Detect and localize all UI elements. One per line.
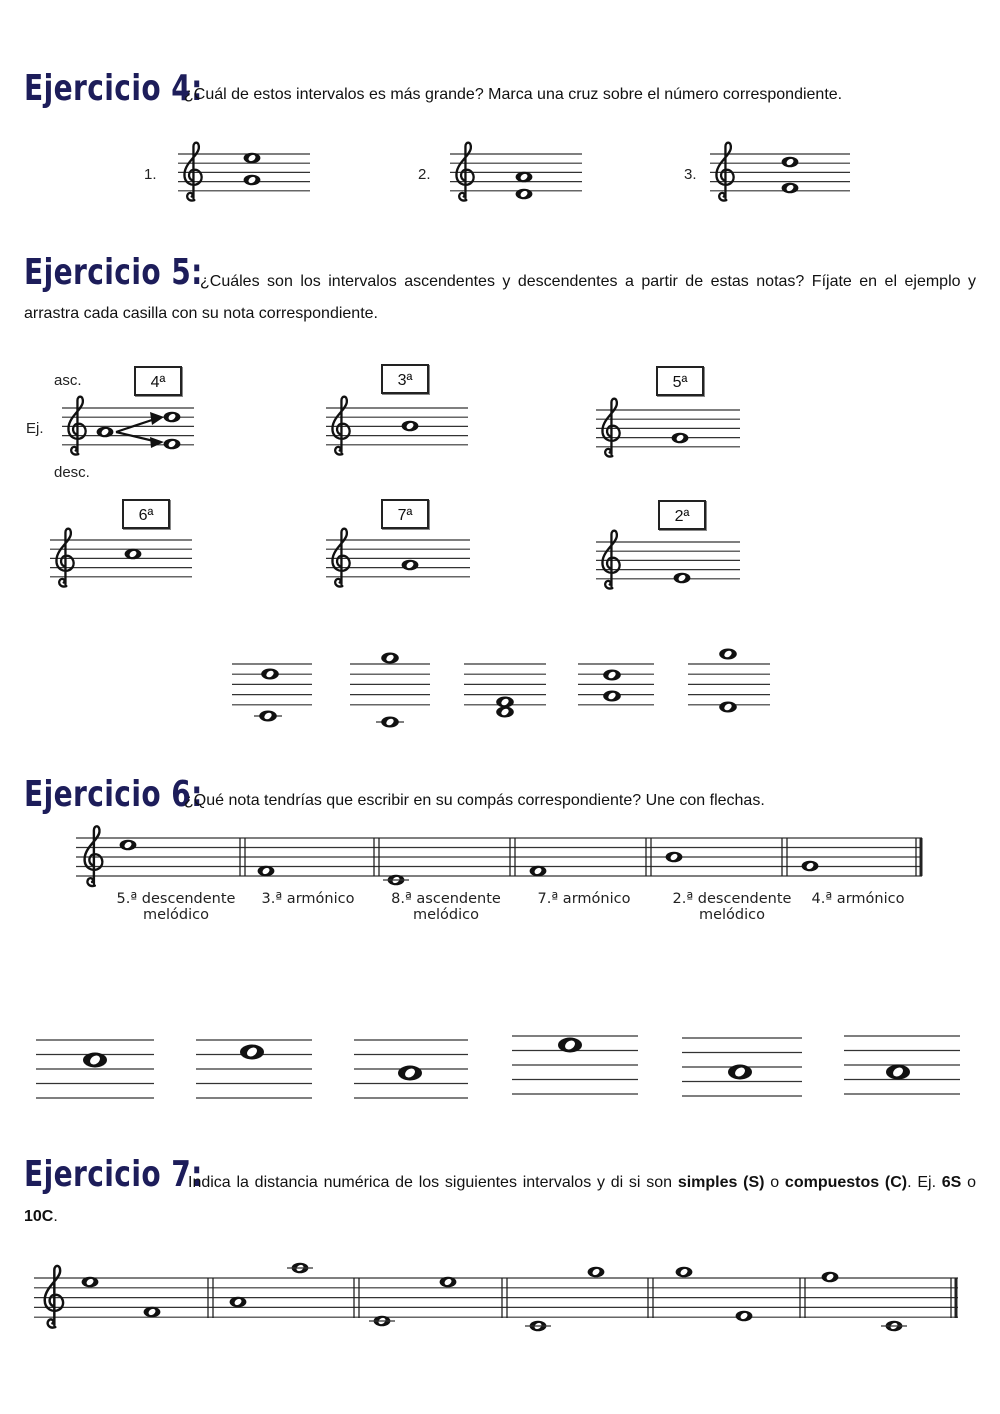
music-layer — [34, 143, 960, 1332]
treble-clef-icon — [332, 529, 349, 587]
treble-clef-icon — [456, 143, 473, 201]
ex4-title: Ejercicio 4: — [24, 68, 203, 109]
caption-measure-6: 4.ª armónico — [811, 891, 905, 907]
whole-note — [259, 711, 277, 722]
whole-note — [886, 1065, 910, 1080]
whole-note — [782, 157, 799, 168]
example-asc-label: asc. — [54, 372, 82, 389]
ex7-instructions: Indica la distancia numérica de los siguientes intervalos y di si son simples (S) o compuestos (C). Ej. 6S o 10C. — [24, 1174, 977, 1225]
treble-clef-icon — [85, 826, 103, 886]
ex4-instructions: ¿Cuál de estos intervalos es más grande? Marca una cruz sobre el número correspondiente. — [184, 86, 843, 103]
whole-note — [558, 1038, 582, 1053]
ex6-answer-staff-1 — [36, 1040, 154, 1098]
whole-note — [125, 549, 142, 560]
ex6-title: Ejercicio 6: — [24, 774, 203, 815]
caption-measure-2: 3.ª armónico — [261, 891, 355, 907]
whole-note — [719, 649, 737, 660]
example-ej-label: Ej. — [26, 420, 44, 437]
whole-note — [244, 175, 261, 186]
whole-note — [674, 573, 691, 584]
treble-clef-icon — [602, 399, 619, 457]
whole-note — [603, 691, 621, 702]
ex5-title: Ejercicio 5: — [24, 252, 203, 293]
whole-note — [230, 1297, 247, 1308]
example-interval-box: 4ª — [134, 366, 182, 396]
ex5-answer-staff-2 — [350, 664, 430, 705]
ex5-answer-staff-5 — [688, 664, 770, 705]
caption-measure-3: 8.ª ascendente melódico — [391, 891, 501, 923]
whole-note — [496, 707, 514, 718]
treble-clef-icon — [332, 397, 349, 455]
interval-box-3[interactable]: 3ª — [381, 364, 429, 394]
whole-note — [719, 702, 737, 713]
whole-note — [440, 1277, 457, 1288]
treble-clef-icon — [68, 397, 85, 455]
ex5-instructions: ¿Cuáles son los intervalos ascendentes y descendentes a partir de estas notas? Fíjate en el ejemplo y arrastra cada casilla con su nota correspondiente. — [24, 273, 976, 322]
interval-box-5[interactable]: 5ª — [656, 366, 704, 396]
whole-note — [381, 653, 399, 664]
whole-note — [603, 670, 621, 681]
whole-note — [164, 412, 181, 423]
whole-note — [530, 866, 547, 877]
whole-note — [676, 1267, 693, 1278]
whole-note — [164, 439, 181, 450]
whole-note — [258, 866, 275, 877]
caption-measure-5: 2.ª descendente melódico — [672, 891, 792, 923]
caption-measure-1: 5.ª descendente melódico — [116, 891, 236, 923]
whole-note — [120, 840, 137, 851]
whole-note — [728, 1065, 752, 1080]
whole-note — [402, 560, 419, 571]
treble-clef-icon — [184, 143, 201, 201]
caption-measure-4: 7.ª armónico — [537, 891, 631, 907]
ex6-instructions: ¿Qué nota tendrías que escribir en su compás correspondiente? Une con flechas. — [184, 792, 765, 809]
ex4-option-3[interactable]: 3. — [684, 166, 697, 183]
whole-note — [402, 421, 419, 432]
whole-note — [496, 697, 514, 708]
whole-note — [736, 1311, 753, 1322]
whole-note — [82, 1277, 99, 1288]
example-desc-label: desc. — [54, 464, 90, 481]
whole-note — [782, 183, 799, 194]
whole-note — [261, 669, 279, 680]
whole-note — [240, 1045, 264, 1060]
treble-clef-icon — [716, 143, 733, 201]
whole-note — [588, 1267, 605, 1278]
interval-box-7[interactable]: 7ª — [381, 499, 429, 529]
whole-note — [381, 717, 399, 728]
ex4-staff-2 — [450, 154, 582, 191]
ex7-staff — [34, 1278, 958, 1317]
whole-note — [97, 427, 114, 438]
treble-clef-icon — [602, 531, 619, 589]
whole-note — [822, 1272, 839, 1283]
whole-note — [802, 861, 819, 872]
treble-clef-icon — [56, 529, 73, 587]
whole-note — [516, 172, 533, 183]
whole-note — [666, 852, 683, 863]
whole-note — [244, 153, 261, 164]
arrowhead-icon — [150, 412, 164, 448]
ex7-title: Ejercicio 7: — [24, 1154, 203, 1195]
interval-box-6[interactable]: 6ª — [122, 499, 170, 529]
ex4-option-2[interactable]: 2. — [418, 166, 431, 183]
whole-note — [144, 1307, 161, 1318]
whole-note — [672, 433, 689, 444]
whole-note — [398, 1066, 422, 1081]
ex4-option-1[interactable]: 1. — [144, 166, 157, 183]
whole-note — [83, 1053, 107, 1068]
treble-clef-icon — [45, 1266, 63, 1328]
whole-note — [516, 189, 533, 200]
ex6-staff — [76, 838, 922, 876]
interval-box-2[interactable]: 2ª — [658, 500, 706, 530]
